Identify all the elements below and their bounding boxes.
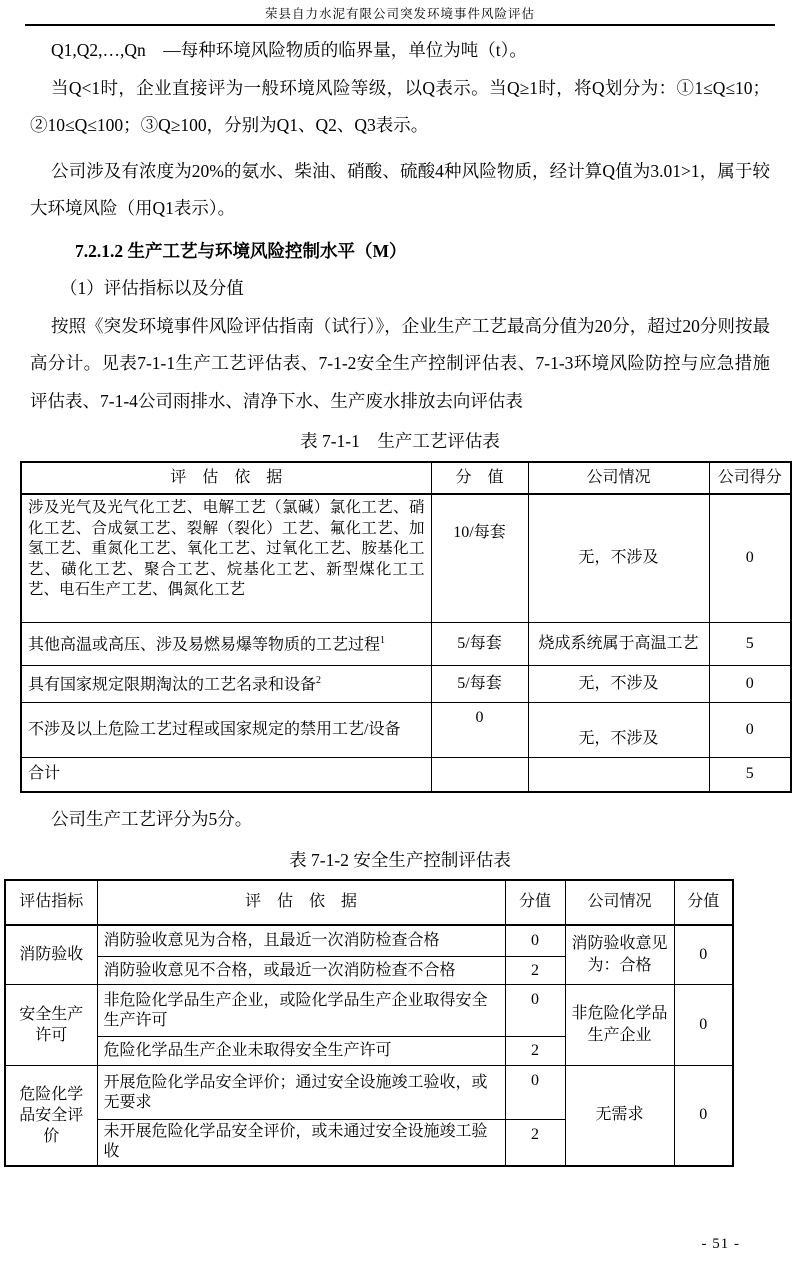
table1-cell-basis: 合计 <box>21 757 431 792</box>
header-divider <box>25 24 775 26</box>
table1-row-total <box>21 757 791 792</box>
table1-cell-points: 0 <box>709 665 791 702</box>
table2-header-indicator: 评估指标 <box>5 880 97 925</box>
table1-row-1 <box>21 494 791 622</box>
table1-cell-company <box>528 757 709 792</box>
table2-cell-points: 0 <box>674 985 733 1066</box>
table2-cell-basis: 危险化学品生产企业未取得安全生产许可 <box>97 1037 505 1066</box>
table2-cell-score: 0 <box>505 985 565 1037</box>
production-process-evaluation-table <box>20 461 792 793</box>
table2-cell-points: 0 <box>674 1066 733 1166</box>
paragraph-q-definition: Q1,Q2,…,Qn —每种环境风险物质的临界量，单位为吨（t）。 <box>51 40 527 60</box>
table2-cell-basis: 开展危险化学品安全评价；通过安全设施竣工验收，或无要求 <box>97 1066 505 1120</box>
table1-cell-score: 0 <box>431 702 528 757</box>
table1-cell-company: 无，不涉及 <box>528 494 709 622</box>
table1-row-2 <box>21 622 791 665</box>
table1-cell-company: 无，不涉及 <box>528 665 709 702</box>
table2-cell-basis: 消防验收意见为合格，且最近一次消防检查合格 <box>97 925 505 957</box>
table1-row-4 <box>21 702 791 757</box>
table2-cell-indicator: 危险化学品安全评价 <box>5 1066 97 1166</box>
table2-cell-basis: 未开展危险化学品安全评价，或未通过安全设施竣工验收 <box>97 1120 505 1166</box>
table2-header-score: 分值 <box>505 880 565 925</box>
page-header-title: 荣县自力水泥有限公司突发环境事件风险评估 <box>264 7 535 21</box>
basis-text: 具有国家规定限期淘汰的工艺名录和设备 <box>28 676 317 694</box>
table1-row-3 <box>21 665 791 702</box>
table2-cell-company: 消防验收意见为：合格 <box>565 925 674 985</box>
table2-group1-row1 <box>5 925 733 957</box>
table2-cell-company: 非危险化学品生产企业 <box>565 985 674 1066</box>
subsection-heading-1: （1）评估指标以及分值 <box>60 278 244 298</box>
table1-cell-score: 5/每套 <box>431 665 528 702</box>
table2-group3-row1 <box>5 1066 733 1120</box>
table1-cell-score: 10/每套 <box>431 494 528 622</box>
table1-cell-points: 0 <box>709 494 791 622</box>
table1-cell-points: 0 <box>709 702 791 757</box>
basis-text: 其他高温或高压、涉及易燃易爆等物质的工艺过程 <box>28 636 381 654</box>
table2-cell-indicator: 消防验收 <box>5 925 97 985</box>
table2-cell-score: 0 <box>505 925 565 957</box>
table2-cell-company: 无需求 <box>565 1066 674 1166</box>
table1-cell-basis <box>21 665 431 702</box>
footnote-marker: 2 <box>316 675 322 687</box>
table1-cell-points: 5 <box>709 757 791 792</box>
table2-cell-score: 0 <box>505 1066 565 1120</box>
table2-cell-score: 2 <box>505 1120 565 1166</box>
table2-caption: 表 7-1-2 安全生产控制评估表 <box>289 849 511 870</box>
safety-production-control-table <box>4 879 734 1167</box>
section-heading-7212: 7.2.1.2 生产工艺与环境风险控制水平（M） <box>75 240 407 261</box>
table1-cell-company: 烧成系统属于高温工艺 <box>528 622 709 665</box>
table2-header-row <box>5 880 733 925</box>
footnote-marker: 1 <box>380 635 386 647</box>
table1-header-points: 公司得分 <box>709 462 791 494</box>
table1-header-company: 公司情况 <box>528 462 709 494</box>
table2-group2-row1 <box>5 985 733 1037</box>
table1-header-row <box>21 462 791 494</box>
paragraph-q-classification: 当Q<1时，企业直接评为一般环境风险等级，以Q表示。当Q≥1时，将Q划分为：①1≤Q≤10；②10≤Q≤100；③Q≥100，分别为Q1、Q2、Q3表示。 <box>30 77 770 135</box>
table2-cell-score: 2 <box>505 1037 565 1066</box>
table2-header-points: 分值 <box>674 880 733 925</box>
table2-cell-basis: 消防验收意见不合格，或最近一次消防检查不合格 <box>97 957 505 985</box>
table1-cell-points: 5 <box>709 622 791 665</box>
table2-header-company: 公司情况 <box>565 880 674 925</box>
table2-header-basis: 评 估 依 据 <box>97 880 505 925</box>
table1-header-basis: 评 估 依 据 <box>21 462 431 494</box>
table1-cell-basis <box>21 622 431 665</box>
table1-cell-basis: 不涉及以上危险工艺过程或国家规定的禁用工艺/设备 <box>21 702 431 757</box>
paragraph-guideline: 按照《突发环境事件风险评估指南（试行）》，企业生产工艺最高分值为20分，超过20分则按最高分计。见表7-1-1生产工艺评估表、7-1-2安全生产控制评估表、7-1-3环境风险防控与应急措施评估表、7-1-4公司雨排水、清净下水、生产废水排放去向评估表 <box>30 315 770 411</box>
table1-cell-score: 5/每套 <box>431 622 528 665</box>
table1-header-score: 分 值 <box>431 462 528 494</box>
paragraph-company-risk: 公司涉及有浓度为20%的氨水、柴油、硝酸、硫酸4种风险物质，经计算Q值为3.01>1，属于较大环境风险（用Q1表示）。 <box>30 160 770 218</box>
table2-cell-points: 0 <box>674 925 733 985</box>
table1-caption: 表 7-1-1 生产工艺评估表 <box>300 431 500 451</box>
table2-cell-indicator: 安全生产许可 <box>5 985 97 1066</box>
paragraph-process-score: 公司生产工艺评分为5分。 <box>51 809 253 829</box>
table2-cell-score: 2 <box>505 957 565 985</box>
table1-cell-basis: 涉及光气及光气化工艺、电解工艺（氯碱）氯化工艺、硝化工艺、合成氨工艺、裂解（裂化）工艺、氟化工艺、加氢工艺、重氮化工艺、氧化工艺、过氧化工艺、胺基化工艺、磺化工艺、聚合工艺、烷基化工艺、新型煤化工工艺、电石生产工艺、偶氮化工艺 <box>21 494 431 622</box>
page-number: - 51 - <box>701 1236 740 1252</box>
table1-cell-company: 无，不涉及 <box>528 702 709 757</box>
table2-cell-basis: 非危险化学品生产企业，或险化学品生产企业取得安全生产许可 <box>97 985 505 1037</box>
table1-cell-score <box>431 757 528 792</box>
